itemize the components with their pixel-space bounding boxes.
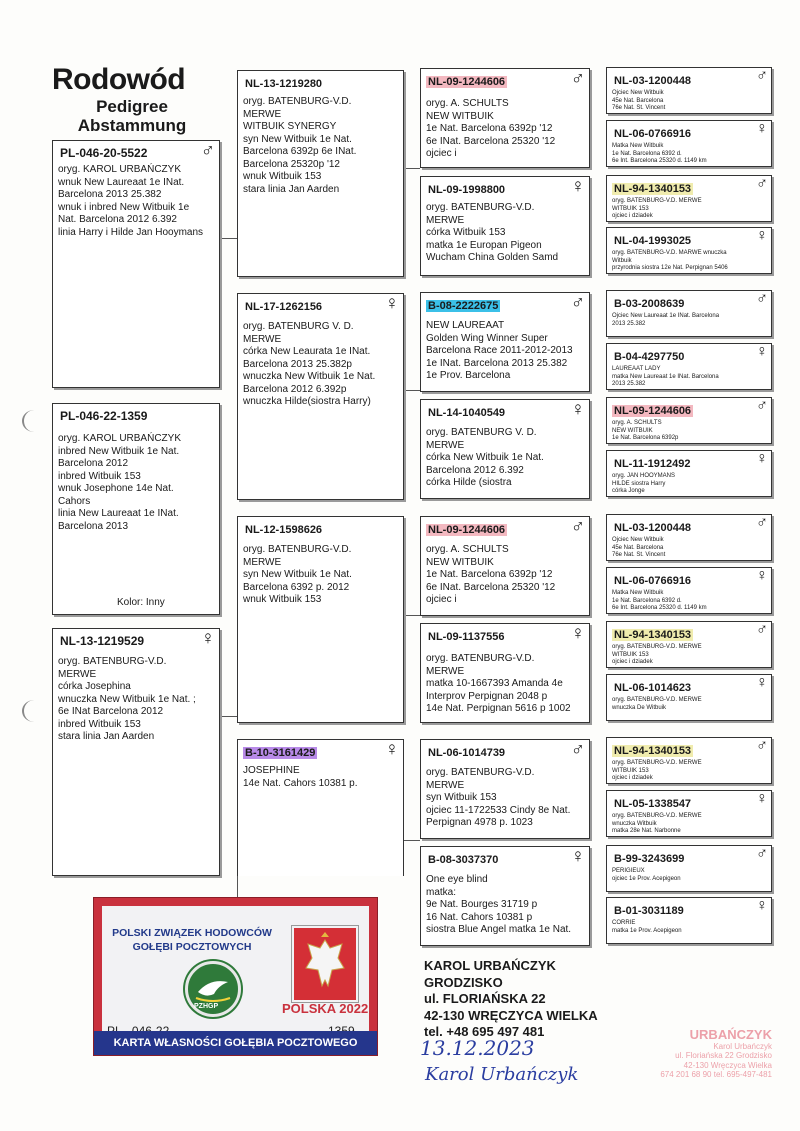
ring-number: NL-13-1219280 (245, 78, 323, 90)
pedigree-text: oryg. A. SCHULTS NEW WITBUIK 1e Nat. Barcelona 6392p '12 6e INat. Barcelona 25320 '12 ojciec i (426, 544, 556, 605)
pedigree-box-gen4 (606, 343, 772, 390)
pedigree-box-pigeon (52, 403, 220, 615)
ring-number: NL-05-1338547 (614, 798, 692, 810)
pedigree-text: oryg. BATENBURG-V.D. MERWE wnuczka De Witbuik (612, 697, 702, 711)
pedigree-box-gen4 (606, 397, 772, 444)
pedigree-text: oryg. KAROL URBAŃCZYK inbred New Witbuik 1e Nat. Barcelona 2012 inbred Witbuik 153 wnuk Josephone 14e Nat. Cahors linia New Laureaat 1e INat. Barcelona 2013 (58, 433, 181, 532)
male-icon: ♂ (756, 290, 768, 307)
pedigree-box-gen4 (606, 450, 772, 497)
connector (237, 876, 238, 898)
pedigree-text: oryg. BATENBURG-V.D. MERWE WITBUIK SYNERGY syn New Witbuik 1e Nat. Barcelona 6392p 6e INat. Barcelona 25320p '12 wnuk Witbuik 153 stara linia Jan Aarden (243, 96, 357, 195)
pedigree-box-gen4 (606, 514, 772, 561)
ring-number: PL-046-22-1359 (60, 409, 148, 423)
male-icon: ♂ (756, 737, 768, 754)
male-icon: ♂ (570, 516, 585, 537)
pedigree-box-gen4 (606, 175, 772, 222)
ring-number: NL-94-1340153 (614, 629, 692, 641)
card-country: POLSKA 2022 (282, 1001, 369, 1016)
ring-number: NL-17-1262156 (245, 301, 323, 313)
pedigree-box-gen3 (420, 292, 590, 392)
pedigree-box-gen2 (237, 70, 404, 277)
ring-number: NL-12-1598626 (245, 524, 323, 536)
card-title: POLSKI ZWIĄZEK HODOWCÓW GOŁĘBI POCZTOWYCH (112, 927, 272, 953)
stamp-line: ul. Floriańska 22 Grodzisko (675, 1051, 772, 1060)
pedigree-box-gen4 (606, 67, 772, 114)
pedigree-text: JOSEPHINE 14e Nat. Cahors 10381 p. (243, 765, 358, 789)
ring-number: B-10-3161429 (245, 747, 316, 759)
color-label: Kolor: Inny (117, 597, 165, 608)
ring-number: NL-13-1219529 (60, 634, 145, 648)
page-subtitle-de: Abstammung (77, 116, 187, 135)
pedigree-box-gen4 (606, 621, 772, 668)
pedigree-box-gen3 (420, 623, 590, 723)
pedigree-text: oryg. BATENBURG-V.D. MERWE matka 10-1667393 Amanda 4e Interprov Perpignan 2048 p 14e Nat. Perpignan 5616 p 1002 (426, 653, 571, 714)
pedigree-text: oryg. KAROL URBAŃCZYK wnuk New Laureaat 1e INat. Barcelona 2013 25.382 wnuk i inbred New Witbuik 1e Nat. Barcelona 2012 6.392 linia Harry i Hilde Jan Hooymans (58, 164, 204, 238)
ring-number: B-08-2222675 (428, 300, 499, 312)
pedigree-box-gen3 (420, 68, 590, 168)
pedigree-box-gen4 (606, 790, 772, 837)
ring-number: NL-03-1200448 (614, 75, 692, 87)
pedigree-box-gen4 (606, 897, 772, 944)
female-icon: ♀ (756, 567, 768, 584)
female-icon: ♀ (384, 293, 399, 314)
pedigree-text: oryg. BATENBURG V. D. MERWE córka New Witbuik 1e Nat. Barcelona 2012 6.392 córka Hilde (siostra (426, 427, 544, 488)
female-icon: ♀ (756, 450, 768, 467)
owner-stamp (592, 1027, 772, 1096)
pedigree-text: oryg. BATENBURG-V.D. MERWE córka Witbuik 153 matka 1e Europan Pigeon Wucham China Golden Samd (426, 202, 559, 263)
pedigree-text: LAUREAAT LADY matka New Laureaat 1e INat. Barcelona 2013 25.382 (612, 366, 719, 388)
connector (404, 390, 420, 391)
punch-hole (22, 410, 46, 432)
stamp-line: 42-130 Wręczyca Wielka (683, 1060, 772, 1070)
pedigree-text: oryg. BATENBURG-V.D. MERWE syn New Witbuik 1e Nat. Barcelona 6392 p. 2012 wnuk Witbuik 153 (243, 544, 352, 605)
handwritten-signature: Karol Urbańczyk (425, 1064, 579, 1085)
pedigree-box-gen2 (237, 293, 404, 500)
ring-number: NL-06-0766916 (614, 128, 692, 140)
female-icon: ♀ (570, 846, 585, 867)
male-icon: ♂ (570, 68, 585, 89)
ring-number: NL-14-1040549 (428, 407, 506, 419)
pedigree-text: oryg. A. SCHULTS NEW WITBUIK 1e Nat. Barcelona 6392p '12 6e INat. Barcelona 25320 '12 ojciec i (426, 98, 556, 159)
pedigree-text: oryg. BATENBURG-V.D. MERWE wnuczka Witbuik matka 28e Nat. Narbonne (612, 813, 702, 835)
female-icon: ♀ (200, 628, 215, 649)
female-icon: ♀ (756, 790, 768, 807)
connector (220, 238, 238, 239)
ring-number: B-99-3243699 (614, 853, 685, 865)
pedigree-text: Ojciec New Witbuik 45e Nat. Barcelona 76e Nat. St. Vincent (612, 90, 666, 112)
pedigree-text: oryg. BATENBURG-V.D. MERWE syn Witbuik 153 ojciec 11-1722533 Cindy 8e Nat. Perpignan 4978 p. 1023 (426, 767, 571, 828)
ring-number: NL-09-1244606 (428, 524, 506, 536)
handwritten-date: 13.12.2023 (420, 1036, 535, 1060)
connector (404, 168, 420, 169)
punch-hole (22, 700, 46, 722)
card-footer: KARTA WŁASNOŚCI GOŁĘBIA POCZTOWEGO (94, 1031, 377, 1055)
ring-number: NL-09-1244606 (428, 76, 506, 88)
connector (220, 716, 238, 717)
ring-number: PL-046-20-5522 (60, 146, 148, 160)
pedigree-box-gen2 (237, 739, 404, 876)
ring-number: B-04-4297750 (614, 351, 685, 363)
ring-number: NL-06-0766916 (614, 575, 692, 587)
pedigree-text: Matka New Witbuik 1e Nat. Barcelona 6392 d. 6e Int. Barcelona 25320 d. 1149 km (612, 590, 707, 612)
male-icon: ♂ (756, 67, 768, 84)
stamp-line: 674 201 68 90 tel. 695-497-481 (660, 1070, 772, 1079)
ring-number: NL-94-1340153 (614, 183, 692, 195)
connector (404, 615, 420, 616)
ring-number: NL-03-1200448 (614, 522, 692, 534)
male-icon: ♂ (756, 845, 768, 862)
ring-number: NL-09-1998800 (428, 184, 506, 196)
stamp-name: URBAŃCZYK (689, 1027, 772, 1042)
male-icon: ♂ (756, 397, 768, 414)
pedigree-box-gen4 (606, 290, 772, 337)
pedigree-box-gen4 (606, 845, 772, 892)
ring-number: NL-09-1137556 (428, 631, 505, 643)
ring-number: B-08-3037370 (428, 854, 499, 866)
ring-number: NL-94-1340153 (614, 745, 692, 757)
pedigree-box-gen3 (420, 399, 590, 499)
pedigree-box-gen3 (420, 846, 590, 946)
pedigree-text: One eye blind matka: 9e Nat. Bourges 31719 p 16 Nat. Cahors 10381 p siostra Blue Angel matka 1e Nat. (426, 874, 572, 935)
pedigree-text: oryg. BATENBURG-V.D. MERWE WITBUIK 153 ojciec i dziadek (612, 198, 702, 220)
female-icon: ♀ (570, 399, 585, 420)
male-icon: ♂ (756, 514, 768, 531)
female-icon: ♀ (756, 120, 768, 137)
pedigree-box-gen4 (606, 567, 772, 614)
ring-number: NL-06-1014623 (614, 682, 692, 694)
male-icon: ♂ (756, 621, 768, 638)
pedigree-text: oryg. BATENBURG V. D. MERWE córka New Leaurata 1e INat. Barcelona 2013 25.382p wnuczka New Witbuik 1e Nat. Barcelona 2012 6.392p wnuczka Hilde(siostra Harry) (243, 321, 376, 407)
stamp-line: Karol Urbańczyk (713, 1041, 772, 1051)
female-icon: ♀ (756, 227, 768, 244)
polish-eagle-icon (292, 926, 358, 1002)
male-icon: ♂ (200, 140, 215, 161)
pedigree-box-gen4 (606, 120, 772, 167)
ring-number: B-01-3031189 (614, 905, 684, 917)
female-icon: ♀ (756, 343, 768, 360)
pedigree-text: Matka New Witbuik 1e Nat. Barcelona 6392 d. 6e Int. Barcelona 25320 d. 1149 km (612, 143, 707, 165)
logo-text: PZHGP (194, 1003, 219, 1010)
pedigree-text: oryg. A. SCHULTS NEW WITBUIK 1e Nat. Barcelona 6392p (612, 420, 679, 442)
connector (404, 840, 420, 841)
ring-number: NL-04-1993025 (614, 235, 692, 247)
pedigree-text: oryg. BATENBURG-V.D. MERWE córka Josephina wnuczka New Witbuik 1e Nat. ; 6e INat Barcelona 2012 inbred Witbuik 153 stara linia Jan Aarden (58, 656, 196, 742)
pedigree-text: PERIGIEUX ojciec 1e Prov. Acepigeon (612, 868, 681, 882)
female-icon: ♀ (570, 176, 585, 197)
page-subtitle-en: Pedigree (96, 97, 168, 116)
male-icon: ♂ (570, 292, 585, 313)
card-panel (102, 906, 369, 1047)
ownership-card (93, 897, 378, 1056)
female-icon: ♀ (570, 623, 585, 644)
pedigree-text: oryg. BATENBURG-V.D. MARWE wnuczka Witbuik przyrodnia siostra 12e Nat. Perpignan 5406 (612, 250, 728, 272)
pedigree-text: oryg. BATENBURG-V.D. MERWE WITBUIK 153 ojciec i dziadek (612, 760, 702, 782)
page-title: Rodowód (52, 63, 186, 96)
pedigree-text: CORRIE matka 1e Prov. Acepigeon (612, 920, 682, 934)
owner-address: KAROL URBAŃCZYK GRODZISKO ul. FLORIAŃSKA 22 42-130 WRĘCZYCA WIELKA tel. +48 695 497 481 (424, 958, 598, 1039)
pedigree-text: NEW LAUREAAT Golden Wing Winner Super Barcelona Race 2011-2012-2013 1e INat. Barcelona 2013 25.382 1e Prov. Barcelona (426, 320, 573, 381)
female-icon: ♀ (384, 739, 399, 760)
pedigree-box-gen3 (420, 739, 590, 839)
pedigree-text: oryg. JAN HOOYMANS HILDE siostra Harry córka Jonge (612, 473, 676, 495)
pedigree-box-sire (52, 140, 220, 388)
pedigree-box-gen3 (420, 176, 590, 276)
pedigree-box-gen2 (237, 516, 404, 723)
pedigree-box-gen4 (606, 227, 772, 274)
pedigree-text: Ojciec New Witbuik 45e Nat. Barcelona 76e Nat. St. Vincent (612, 537, 666, 559)
ring-number: NL-11-1912492 (614, 458, 691, 470)
ring-number: NL-06-1014739 (428, 747, 506, 759)
female-icon: ♀ (756, 897, 768, 914)
ring-number: NL-09-1244606 (614, 405, 692, 417)
pedigree-text: oryg. BATENBURG-V.D. MERWE WITBUIK 153 ojciec i dziadek (612, 644, 702, 666)
pedigree-box-dam (52, 628, 220, 876)
male-icon: ♂ (570, 739, 585, 760)
pedigree-box-gen4 (606, 674, 772, 721)
pedigree-text: Ojciec New Laureaat 1e INat. Barcelona 2013 25.382 (612, 313, 720, 327)
female-icon: ♀ (756, 674, 768, 691)
pedigree-box-gen4 (606, 737, 772, 784)
pedigree-box-gen3 (420, 516, 590, 616)
male-icon: ♂ (756, 175, 768, 192)
ring-number: B-03-2008639 (614, 298, 685, 310)
